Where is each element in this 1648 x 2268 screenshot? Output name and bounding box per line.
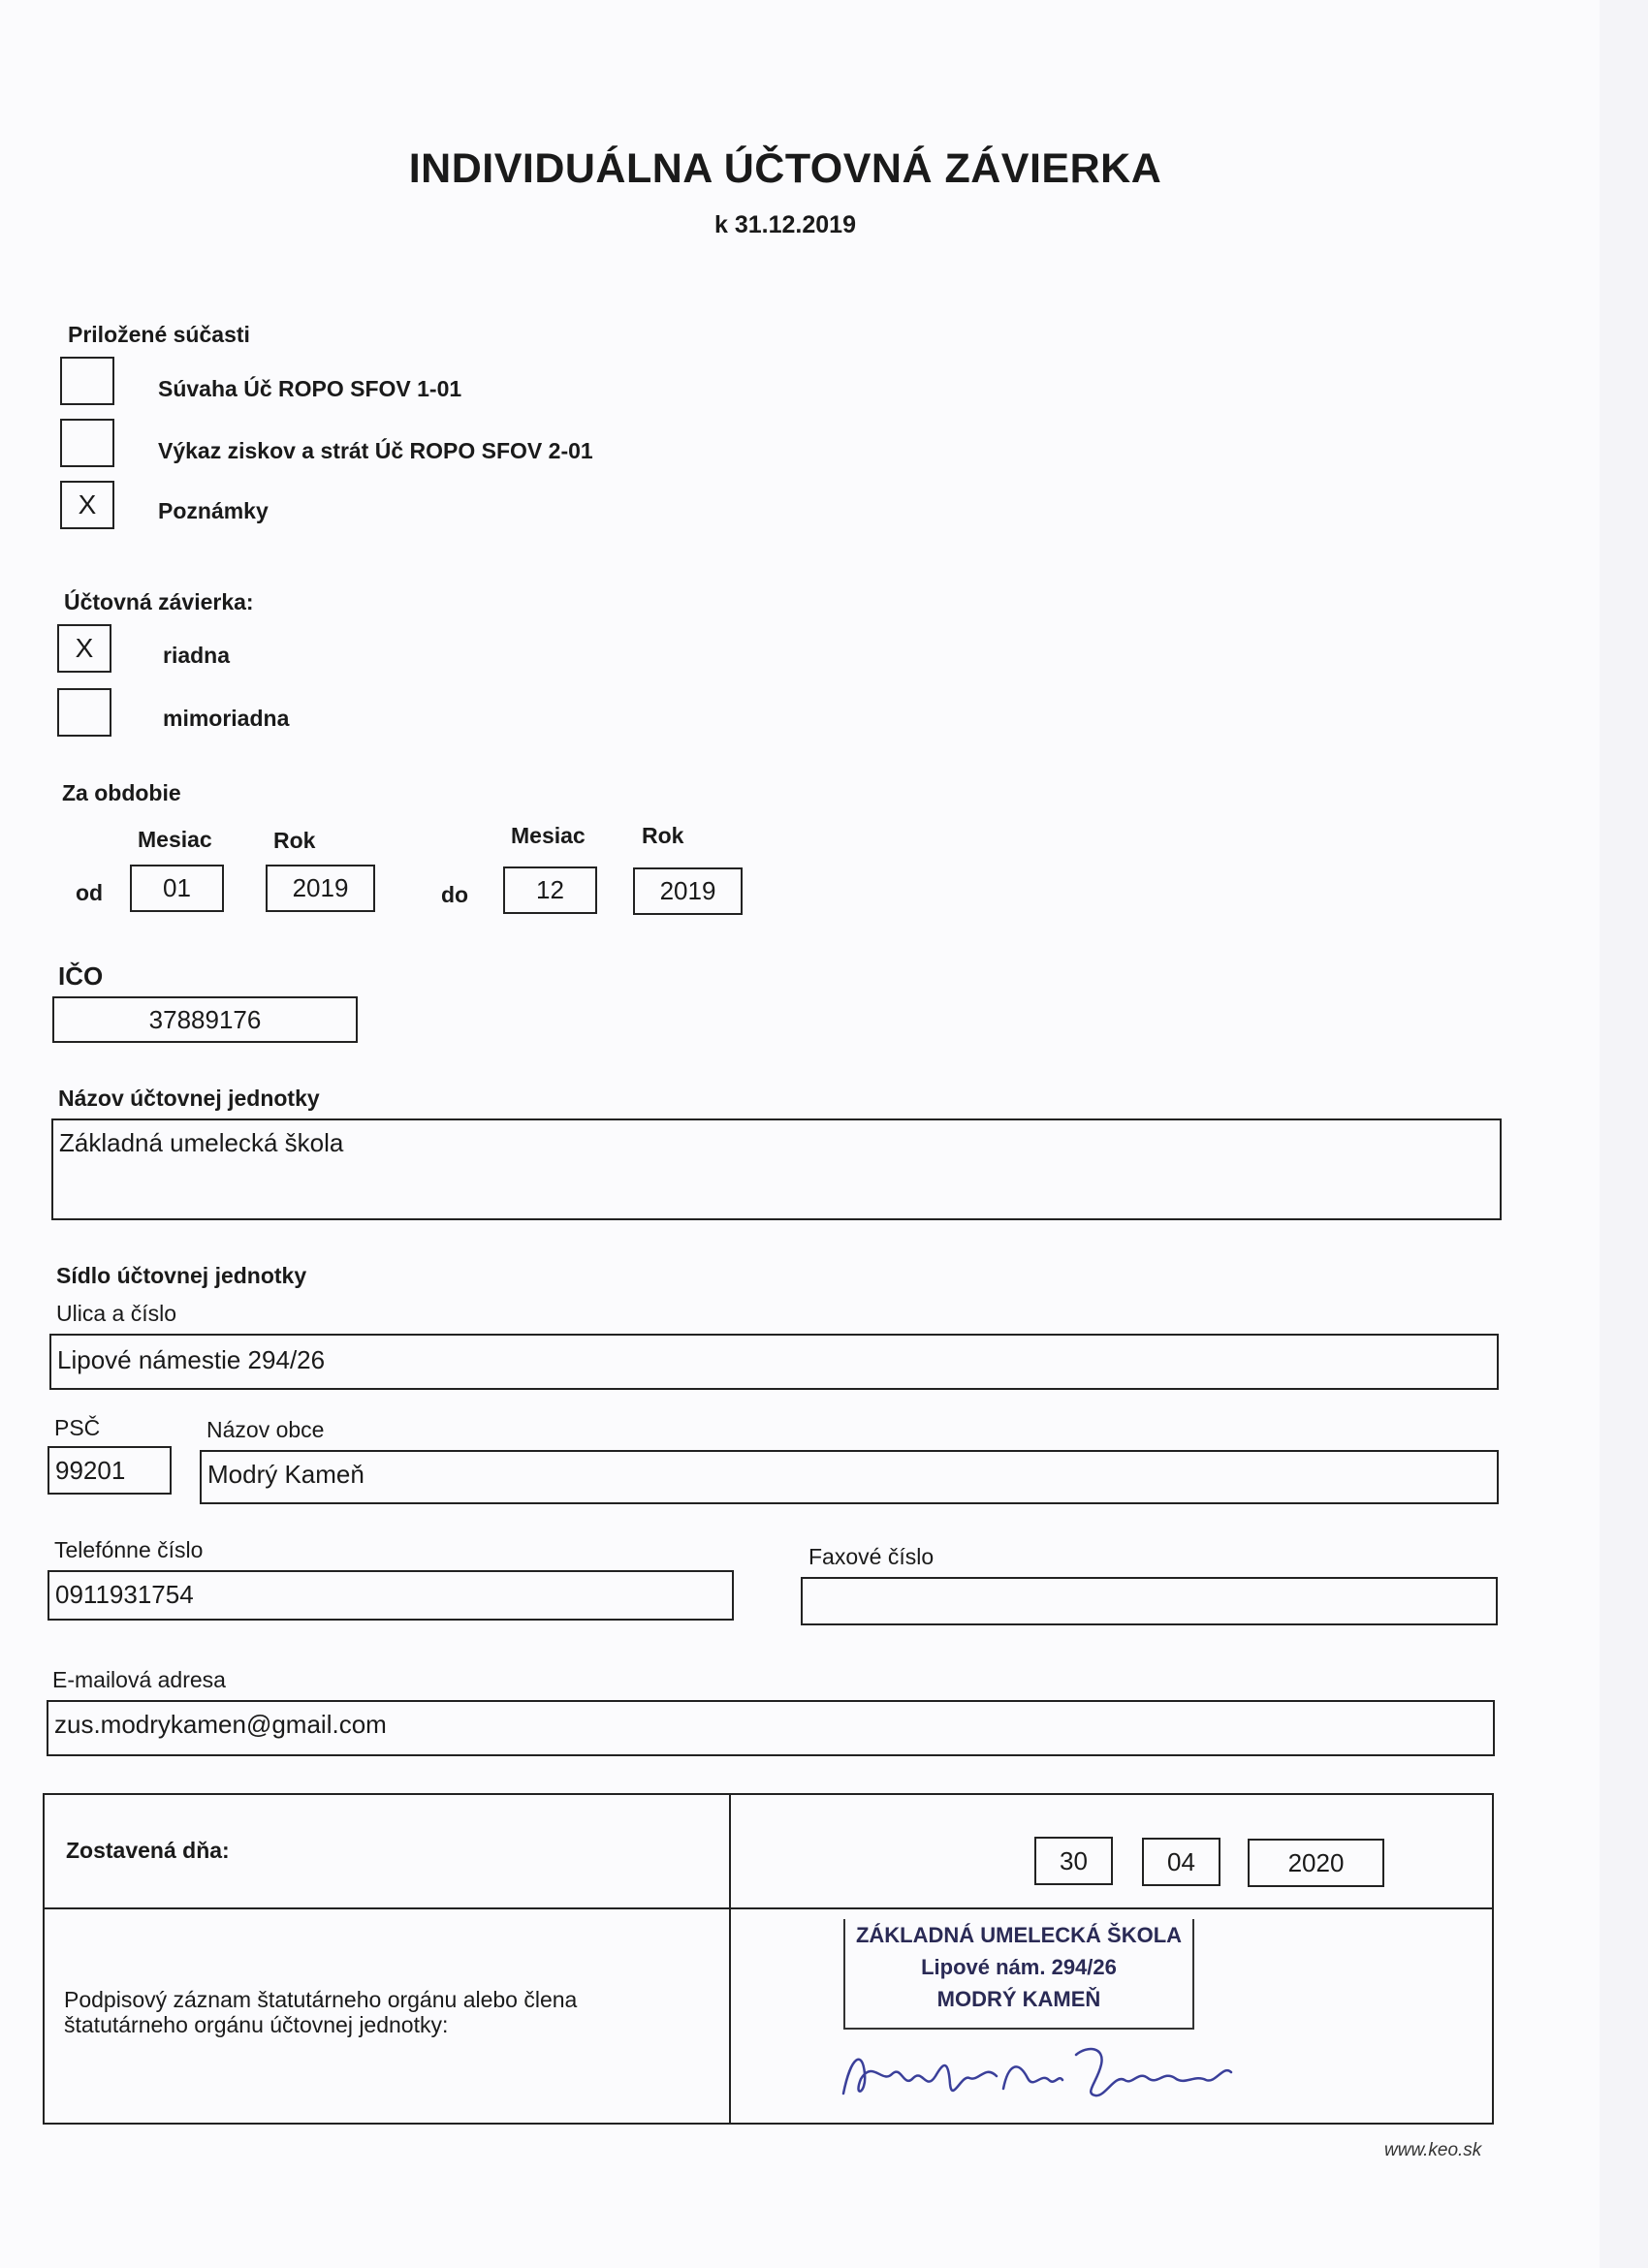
fax-label: Faxové číslo xyxy=(808,1544,935,1569)
signature-label-line2: štatutárneho orgánu účtovnej jednotky: xyxy=(64,2012,449,2037)
fax-field[interactable] xyxy=(801,1577,1498,1625)
to-month-label: Mesiac xyxy=(511,823,586,848)
stamp-line-1: ZÁKLADNÁ UMELECKÁ ŠKOLA xyxy=(855,1923,1183,1947)
psc-field[interactable]: 99201 xyxy=(48,1446,172,1495)
psc-label: PSČ xyxy=(54,1415,101,1440)
stamp-line-3: MODRÝ KAMEŇ xyxy=(936,1987,1101,2011)
signature-label-line1: Podpisový záznam štatutárneho orgánu alebo člena xyxy=(64,1987,578,2012)
ico-field[interactable]: 37889176 xyxy=(52,996,358,1043)
label-regular: riadna xyxy=(163,643,231,668)
label-balance-sheet: Súvaha Úč ROPO SFOV 1-01 xyxy=(158,376,462,401)
phone-field[interactable]: 0911931754 xyxy=(48,1570,734,1621)
city-label: Názov obce xyxy=(206,1417,325,1442)
compiled-year-field[interactable]: 2020 xyxy=(1248,1839,1384,1887)
stamp-line-2: Lipové nám. 294/26 xyxy=(921,1955,1117,1979)
phone-label: Telefónne číslo xyxy=(54,1537,204,1562)
handwritten-signature xyxy=(834,2035,1241,2113)
from-month-field[interactable]: 01 xyxy=(130,865,224,912)
ico-label: IČO xyxy=(58,961,104,991)
entity-label: Názov účtovnej jednotky xyxy=(58,1086,320,1111)
period-heading: Za obdobie xyxy=(62,780,181,805)
checkbox-profit-loss[interactable] xyxy=(60,419,114,467)
from-year-field[interactable]: 2019 xyxy=(266,865,375,912)
compiled-day-field[interactable]: 30 xyxy=(1034,1837,1113,1885)
address-heading: Sídlo účtovnej jednotky xyxy=(56,1263,307,1288)
checkbox-extraordinary[interactable] xyxy=(57,688,111,737)
compiled-label: Zostavená dňa: xyxy=(66,1838,230,1863)
school-stamp xyxy=(843,1919,1194,2030)
table-vertical-divider xyxy=(729,1795,731,2123)
from-year-label: Rok xyxy=(273,828,316,853)
to-year-field[interactable]: 2019 xyxy=(633,867,743,915)
from-label: od xyxy=(76,880,104,905)
closing-heading: Účtovná závierka: xyxy=(64,589,254,614)
checkbox-balance-sheet[interactable] xyxy=(60,357,114,405)
label-profit-loss: Výkaz ziskov a strát Úč ROPO SFOV 2-01 xyxy=(158,438,593,463)
to-label: do xyxy=(441,882,469,907)
document-date: k 31.12.2019 xyxy=(714,211,856,238)
compiled-month-field[interactable]: 04 xyxy=(1142,1838,1220,1886)
components-heading: Priložené súčasti xyxy=(68,322,250,347)
to-year-label: Rok xyxy=(642,823,684,848)
footer-website: www.keo.sk xyxy=(1384,2140,1482,2160)
label-extraordinary: mimoriadna xyxy=(163,706,290,731)
city-field[interactable]: Modrý Kameň xyxy=(200,1450,1499,1504)
checkbox-notes[interactable]: X xyxy=(60,481,114,529)
table-horizontal-divider xyxy=(45,1907,1492,1909)
email-label: E-mailová adresa xyxy=(52,1667,226,1692)
to-month-field[interactable]: 12 xyxy=(503,866,597,914)
email-field[interactable]: zus.modrykamen@gmail.com xyxy=(47,1700,1495,1756)
street-label: Ulica a číslo xyxy=(56,1301,176,1326)
entity-name-field[interactable]: Základná umelecká škola xyxy=(51,1118,1502,1220)
label-notes: Poznámky xyxy=(158,498,269,523)
checkbox-regular[interactable]: X xyxy=(57,624,111,673)
document-title: INDIVIDUÁLNA ÚČTOVNÁ ZÁVIERKA xyxy=(408,145,1162,192)
street-field[interactable]: Lipové námestie 294/26 xyxy=(49,1334,1499,1390)
from-month-label: Mesiac xyxy=(138,827,212,852)
